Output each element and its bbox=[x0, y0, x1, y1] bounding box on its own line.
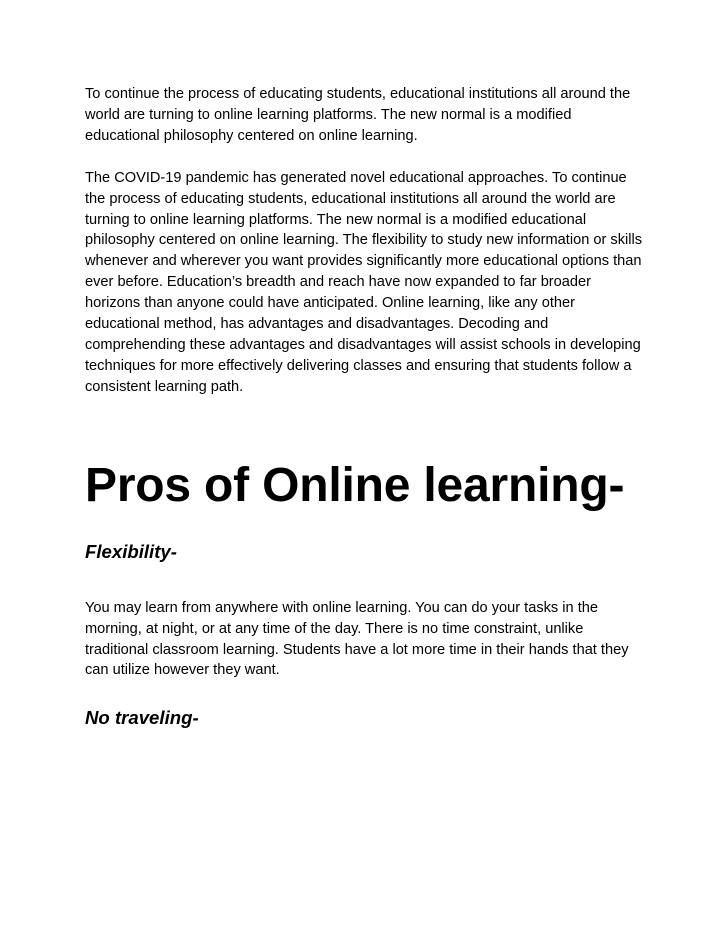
intro-paragraph: To continue the process of educating students, educational institutions all around the world are turning to online learning platforms. The new normal is a modified educational philosophy centered on online learning. bbox=[85, 86, 631, 144]
section-heading-flexibility: Flexibility- bbox=[85, 540, 177, 562]
section-body-flexibility: You may learn from anywhere with online learning. You can do your tasks in the morning, at night, or at any time of the day. There is no time constraint, unlike traditional classroom learning. Students have a lot more time in their hands that they can utilize however they want. bbox=[85, 599, 629, 679]
main-heading: Pros of Online learning- bbox=[85, 458, 625, 512]
document-page bbox=[85, 84, 645, 731]
section-heading-no-traveling: No traveling- bbox=[85, 707, 199, 729]
covid-paragraph: The COVID-19 pandemic has generated novel educational approaches. To continue the process of educating students, educational institutions all around the world are turning to online learning platforms. The new normal is a modified educational philosophy centered on online learning. The flexibility to study new information or skills whenever and wherever you want provides significantly more educational options than ever before. Education’s breadth and reach have now expanded to far broader horizons than anyone could have anticipated. Online learning, like any other educational method, has advantages and disadvantages. Decoding and comprehending these advantages and disadvantages will assist schools in developing techniques for more effectively delivering classes and ensuring that students follow a consistent learning path. bbox=[85, 169, 643, 395]
